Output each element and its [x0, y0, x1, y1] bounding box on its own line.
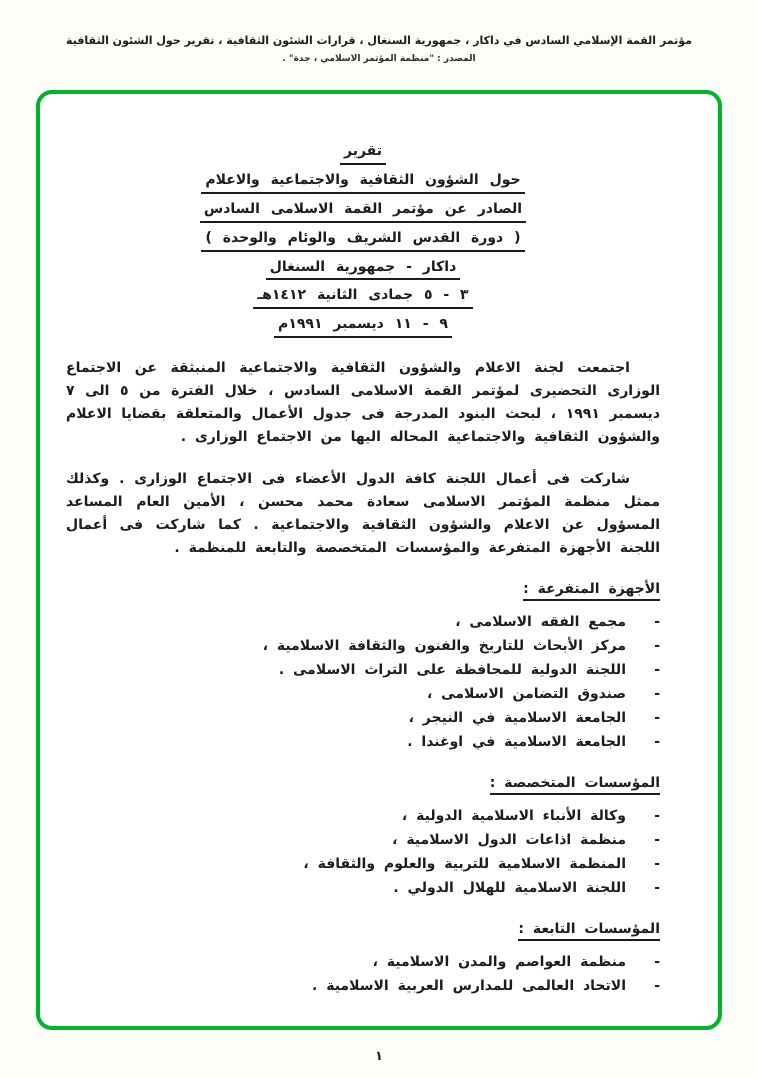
list-item-text: المنظمة الاسلامية للتربية والعلوم والثقافة ، — [303, 856, 626, 873]
dash-bullet: - — [654, 686, 660, 703]
list-item — [66, 706, 660, 730]
list-item — [66, 876, 660, 900]
list-item — [66, 852, 660, 876]
dash-bullet: - — [654, 614, 660, 631]
list-item-text: الجامعة الاسلامية في النيجر ، — [408, 710, 626, 727]
subsidiary-organs-list — [66, 610, 660, 754]
title-block — [66, 140, 660, 338]
list-item — [66, 974, 660, 998]
title-line — [66, 227, 660, 252]
list-item — [66, 950, 660, 974]
list-item-text: منظمة اذاعات الدول الاسلامية ، — [392, 832, 626, 849]
title-line — [66, 284, 660, 309]
dash-bullet: - — [654, 638, 660, 655]
header-source: المصدر : "منظمة المؤتمر الاسلامي ، جدة" . — [282, 54, 476, 64]
title-line-text: ٣ - ٥ جمادى الثانية ١٤١٢هـ — [253, 286, 472, 309]
list-item — [66, 658, 660, 682]
list-item-text: اللجنة الاسلامية للهلال الدولي . — [393, 880, 626, 897]
dash-bullet: - — [654, 808, 660, 825]
list-item — [66, 610, 660, 634]
title-line-text: ٩ - ١١ ديسمبر ١٩٩١م — [274, 315, 452, 338]
title-line-text: الصادر عن مؤتمر القمة الاسلامى السادس — [200, 200, 526, 223]
list-item-text: منظمة العواصم والمدن الاسلامية ، — [372, 954, 626, 971]
section-heading-text: المؤسسات التابعة : — [518, 921, 660, 941]
section-heading-text: الأجهزة المتفرعة : — [523, 581, 660, 601]
title-line — [66, 256, 660, 281]
dash-bullet: - — [654, 978, 660, 995]
list-item-text: الجامعة الاسلامية في اوغندا . — [407, 734, 626, 751]
list-item-text: صندوق التضامن الاسلامى ، — [426, 686, 626, 703]
title-line-text: حول الشؤون الثقافية والاجتماعية والاعلام — [201, 171, 524, 194]
list-item — [66, 730, 660, 754]
list-item-text: مركز الأبحاث للتاريخ والفنون والثقافة الاسلامية ، — [262, 638, 626, 655]
list-item — [66, 804, 660, 828]
title-line-text: داكار - جمهورية السنغال — [266, 258, 461, 281]
section-heading — [66, 775, 660, 795]
dash-bullet: - — [654, 662, 660, 679]
section-specialized-institutions — [66, 775, 660, 900]
dash-bullet: - — [654, 880, 660, 897]
section-heading-text: المؤسسات المتخصصة : — [490, 775, 660, 795]
scan-header — [0, 0, 758, 64]
dash-bullet: - — [654, 710, 660, 727]
green-border-frame — [36, 90, 722, 1030]
title-line — [66, 313, 660, 338]
list-item — [66, 828, 660, 852]
title-line — [66, 169, 660, 194]
page-number: ١ — [375, 1049, 383, 1064]
section-subsidiary-organs — [66, 581, 660, 754]
page-footer — [0, 1049, 758, 1064]
dash-bullet: - — [654, 954, 660, 971]
title-line-text: ( دورة القدس الشريف والوئام والوحدة ) — [201, 229, 524, 252]
header-title: مؤتمر القمة الإسلامي السادس في داكار ، جمهورية السنغال ، قرارات الشئون الثقافية ، تقرير حول الشئون الثقافية — [66, 34, 692, 47]
section-affiliated-institutions — [66, 921, 660, 998]
dash-bullet: - — [654, 856, 660, 873]
paragraph-committee-meeting: اجتمعت لجنة الاعلام والشؤون الثقافية والاجتماعية المنبثقة عن الاجتماع الوزارى التحضيرى لمؤتمر القمة الاسلامى السادس ، خلال الفترة من ٥ الى ٧ ديسمبر ١٩٩١ ، لبحث البنود المدرجة فى جدول الأعمال والمتعلقة بقضايا الاعلام والشؤون الثقافية والاجتماعية المحاله اليها من الاجتماع الوزارى . — [66, 360, 661, 446]
list-item-text: وكالة الأنباء الاسلامية الدولية ، — [401, 808, 626, 825]
section-heading — [66, 581, 660, 601]
list-item-text: الاتحاد العالمى للمدارس العربية الاسلامية . — [312, 978, 626, 995]
list-item-text: اللجنة الدولية للمحافظة على التراث الاسلامى . — [278, 662, 626, 679]
section-heading — [66, 921, 660, 941]
paragraph-participants: شاركت فى أعمال اللجنة كافة الدول الأعضاء فى الاجتماع الوزارى . وكذلك ممثل منظمة المؤتمر الاسلامى سعادة محمد محسن ، الأمين العام المساعد المسؤول عن الاعلام والشؤون الثقافية والاجتماعية . كما شاركت فى أعمال اللجنة الأجهزة المتفرعة والمؤسسات المتخصصة والتابعة للمنظمة . — [66, 471, 660, 557]
list-item — [66, 634, 660, 658]
specialized-institutions-list — [66, 804, 660, 900]
list-item — [66, 682, 660, 706]
title-line — [66, 140, 660, 165]
title-line-text: تقرير — [340, 142, 386, 165]
dash-bullet: - — [654, 734, 660, 751]
affiliated-institutions-list — [66, 950, 660, 998]
list-item-text: مجمع الفقه الاسلامى ، — [455, 614, 626, 631]
title-line — [66, 198, 660, 223]
dash-bullet: - — [654, 832, 660, 849]
